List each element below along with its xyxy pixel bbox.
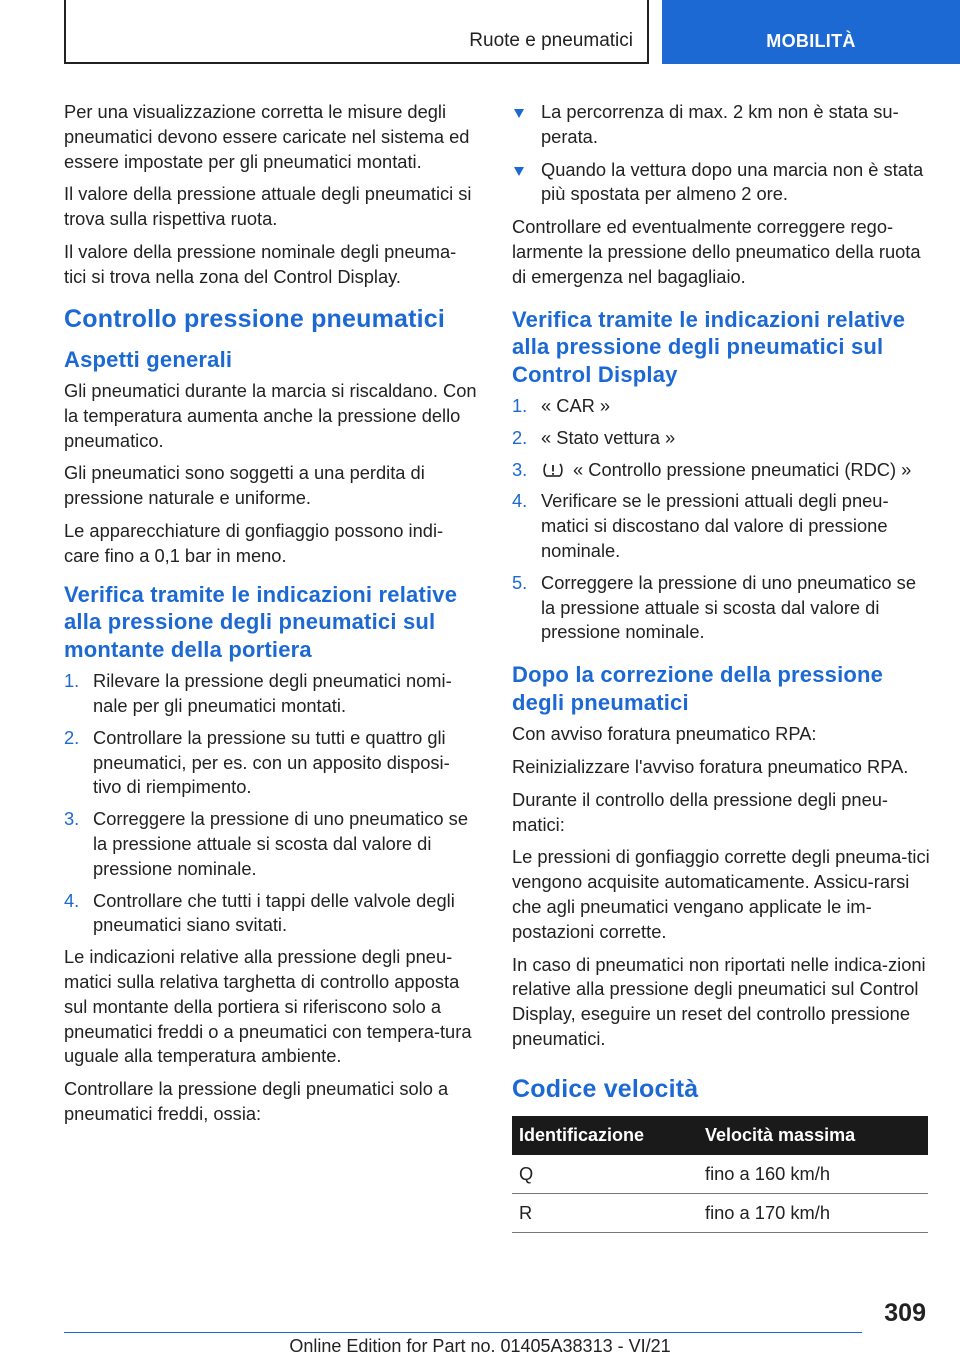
pillar-note-paragraph: Controllare la pressione degli pneumatici solo a pneumatici freddi, ossia: [64,1078,449,1124]
step-text: Correggere la pressione di uno pneumatico se la pressione attuale si scosta dal valore di pressione nominale. [93,808,468,879]
step-text: Controllare che tutti i tappi delle valvole degli pneumatici siano svitati. [93,889,455,936]
step-number: 4. [512,490,528,512]
chapter-tab[interactable] [662,0,960,64]
step-text: Rilevare la pressione degli pneumatici nomi‐nale per gli pneumatici montati. [93,670,452,716]
general-paragraph: Le apparecchiature di gonfiaggio possono indi‐care fino a 0,1 bar in meno. [64,520,444,566]
column-header-max-speed: Velocità massima [698,1116,928,1155]
general-paragraph: Gli pneumatici durante la marcia si riscaldano. Con la temperatura aumenta anche la pressione dello pneumatico. [64,380,477,451]
step-text: Correggere la pressione di uno pneumatico se la pressione attuale si scosta dal valore di pressione nominale. [541,571,916,643]
step-number: 2. [64,726,80,748]
step-item [64,889,478,939]
step-number: 4. [64,889,80,911]
step-text: Controllare la pressione su tutti e quattro gli pneumatici, per es. con un apposito disposi‐tivo di riempimento. [93,726,450,798]
step-item [512,489,930,563]
chapter-title: MOBILITÀ [766,31,856,51]
menu-path-car: « CAR » [541,395,611,417]
subheading-general: Aspetti generali [64,346,233,372]
table-cell: fino a 170 km/h [698,1194,928,1233]
footer-divider [64,1332,862,1333]
step-item [64,669,478,719]
general-paragraph: Gli pneumatici sono soggetti a una perdita di pressione naturale e uniforme. [64,462,425,509]
step-number: 3. [512,458,528,480]
step-number: 1. [512,395,528,417]
table-cell: R [512,1194,698,1233]
table-row [512,1194,928,1233]
step-item [512,571,930,645]
control-display-steps [512,394,930,645]
step-item [512,426,930,451]
left-column [64,100,478,1135]
step-number: 5. [512,571,528,593]
right-column [512,100,930,1233]
subheading-after-correction: Dopo la correzione della pressione degli pneumatici [512,662,884,715]
subheading-control-display: Verifica tramite le indicazioni relative alla pressione degli pneumatici sul Control Display [512,306,906,387]
bullet-text: La percorrenza di max. 2 km non è stata su‐perata. [541,101,899,147]
step-item [512,458,930,483]
menu-path-rdc: « Controllo pressione pneumatici (RDC) » [573,458,912,480]
step-text: Verificare se le pressioni attuali degli pneu‐matici si discostano dal valore di pressione nominale. [541,490,889,562]
bullet-item [512,158,930,208]
correction-paragraph: Durante il controllo della pressione degli pneu‐matici: [512,788,889,835]
table-cell: Q [512,1155,698,1194]
step-number: 2. [512,426,528,448]
intro-paragraph: Il valore della pressione nominale degli pneuma‐tici si trova nella zona del Control Display. [64,240,457,287]
correction-paragraph: In caso di pneumatici non riportati nelle indica‐zioni relative alla pressione degli pneumatici sul Control Display, eseguire un reset del controllo pressione pneumatici. [512,953,926,1050]
intro-paragraph: Per una visualizzazione corretta le misure degli pneumatici devono essere caricate nel sistema ed essere impostate per gli pneumatici montati. [64,101,470,172]
triangle-bullet-icon [514,167,524,176]
step-item [512,394,930,419]
triangle-bullet-icon [514,109,524,118]
section-title: Ruote e pneumatici [469,30,633,51]
header-frame [64,0,649,64]
correction-paragraph: Le pressioni di gonfiaggio corrette degli pneuma‐tici vengono acquisite automaticamente. Assicu‐rarsi che agli pneumatici vengano applicate le im‐postazioni corrette. [512,846,930,942]
spare-wheel-paragraph: Controllare ed eventualmente correggere rego‐larmente la pressione dello pneumatico della ruota di emergenza nel bagagliaio. [512,216,921,287]
step-number: 1. [64,670,80,692]
footer-edition: Online Edition for Part no. 01405A38313 - VI/21 [289,1336,671,1356]
section-heading-speed-code: Codice velocità [512,1074,699,1103]
table-cell: fino a 160 km/h [698,1155,928,1194]
speed-code-table [512,1116,928,1234]
door-pillar-steps [64,669,478,938]
cold-tire-conditions [512,100,930,207]
step-number: 3. [64,808,80,830]
step-item [64,726,478,800]
correction-paragraph: Con avviso foratura pneumatico RPA: [512,723,817,745]
bullet-text: Quando la vettura dopo una marcia non è stata più spostata per almeno 2 ore. [541,158,924,205]
step-item [64,807,478,881]
pillar-note-paragraph: Le indicazioni relative alla pressione degli pneu‐matici sulla relativa targhetta di controllo apposta sul montante della portiera si riferiscono solo a pneumatici freddi o a pneumatici con tempera‐tura uguale alla temperatura ambiente. [64,946,472,1067]
page-number: 309 [884,1299,926,1327]
menu-path-vehicle-status: « Stato vettura » [541,426,676,448]
table-row [512,1155,928,1194]
tire-pressure-warning-icon [541,462,565,478]
intro-paragraph: Il valore della pressione attuale degli pneumatici si trova sulla rispettiva ruota. [64,183,472,230]
subheading-door-pillar: Verifica tramite le indicazioni relative alla pressione degli pneumatici sul montante della portiera [64,581,458,662]
correction-paragraph: Reinizializzare l'avviso foratura pneumatico RPA. [512,756,909,778]
section-heading-tire-pressure: Controllo pressione pneumatici [64,304,446,333]
bullet-item [512,100,930,150]
table-header-row [512,1116,928,1155]
column-header-identification: Identificazione [512,1116,698,1155]
